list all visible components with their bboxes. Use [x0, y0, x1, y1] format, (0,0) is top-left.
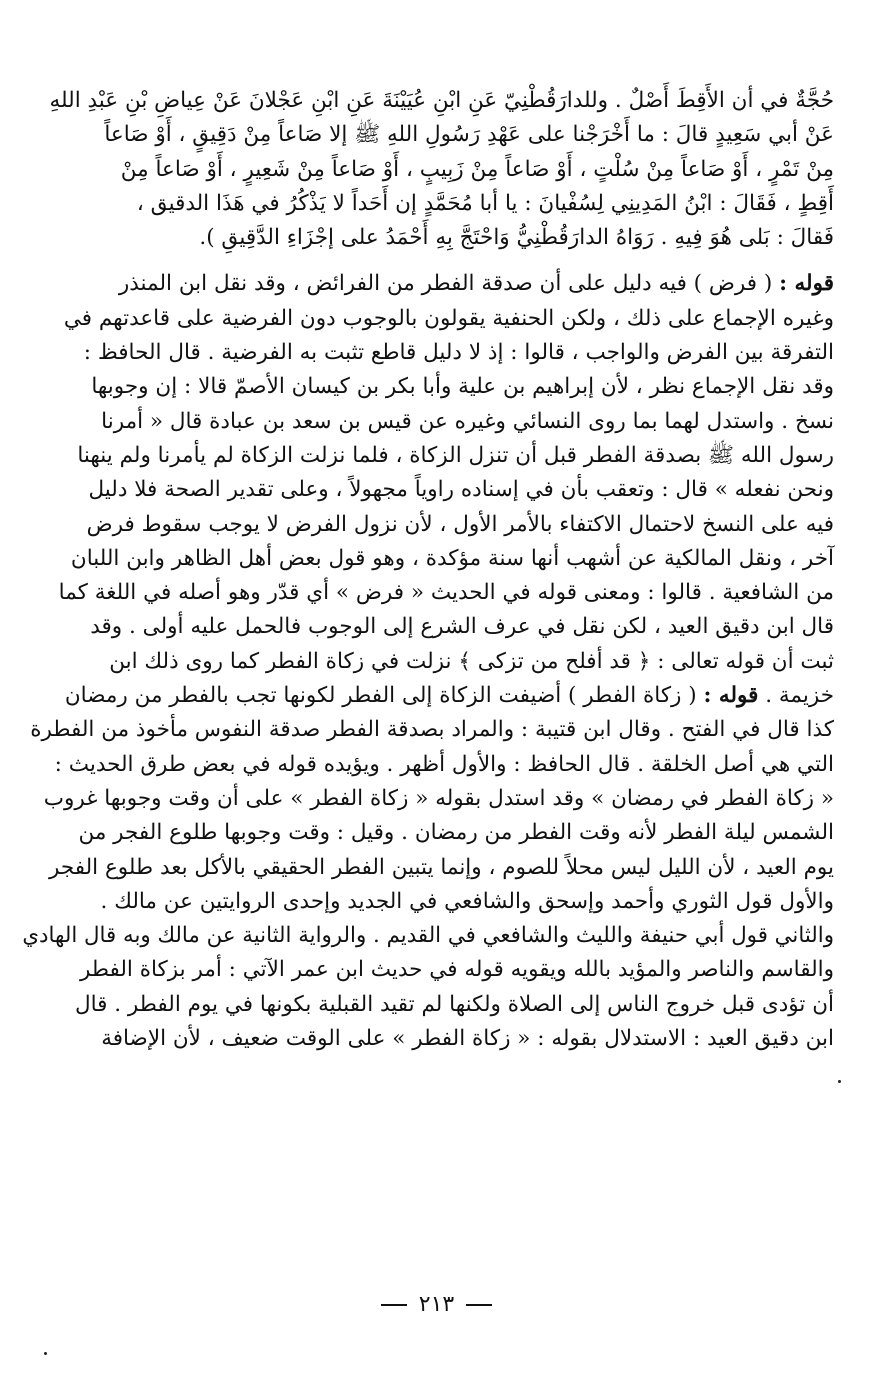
text-run: ( فرض ) فيه دليل على أن صدقة الفطر من الفرائض ، وقد نقل ابن المنذر [118, 271, 780, 297]
text-line: وغيره الإجماع على ذلك ، ولكن الحنفية يقولون بالوجوب دون الفرضية على قاعدتهم في [63, 305, 834, 331]
text-line: والثاني قول أبي حنيفة والليث والشافعي في القديم . والرواية الثانية عن مالك وبه قال الهادي [22, 923, 834, 949]
text-line: ونحن نفعله » قال : وتعقب بأن في إسناده راوياً مجهولاً ، وعلى تقدير الصحة فلا دليل [88, 477, 834, 503]
text-run: ( زكاة الفطر ) أضيفت الزكاة إلى الفطر لكونها تجب بالفطر من رمضان [64, 683, 704, 709]
text-line: نسخ . واستدل لهما بما روى النسائي وغيره عن قيس بن سعد بن عبادة قال « أمرنا [101, 408, 834, 434]
text-line: ابن دقيق العيد : الاستدلال بقوله : « زكاة الفطر » على الوقت ضعيف ، لأن الإضافة [101, 1026, 834, 1052]
hadith-quote-block [22, 84, 834, 255]
commentary-label: قوله : [779, 271, 834, 297]
text-line: « زكاة الفطر في رمضان » وقد استدل بقوله « زكاة الفطر » على أن وقت وجوبها غروب [43, 785, 834, 811]
page-number-dash [381, 1304, 407, 1306]
text-line: أَقِطٍ ، فَقَالَ : ابْنُ المَدِينِي لِسُفْيانَ : يا أبا مُحَمَّدٍ إن أَحَداً لا يَذْكُرُ في هَذَا الدقيق ، [136, 190, 834, 216]
text-line: فيه على النسخ لاحتمال الاكتفاء بالأمر الأول ، لأن نزول الفرض لا يوجب سقوط فرض [86, 511, 834, 537]
text-line [22, 679, 834, 713]
text-line [22, 267, 834, 301]
text-line: الشمس ليلة الفطر لأنه وقت الفطر من رمضان . وقيل : وقت وجوبها طلوع الفجر من [78, 820, 834, 846]
text-line: عَنْ أبي سَعِيدٍ قالَ : ما أَخْرَجْنا على عَهْدِ رَسُولِ اللهِ ﷺ إلا صَاعاً مِنْ دَقِيقٍ ، أَوْ صَاعاً [104, 122, 834, 148]
commentary-label: قوله : [703, 683, 759, 709]
text-line: التفرقة بين الفرض والواجب ، قالوا : إذ لا دليل قاطع تثبت به الفرضية . قال الحافظ : [83, 340, 834, 366]
text-line: حُجَّةٌ في أن الأَقِطَ أَصْلٌ . وللدارَقُطْنِيّ عَنِ ابْنِ عُيَيْنَةَ عَنِ ابْنِ عَجْلانَ عَنْ عِياضِ بْنِ عَبْدِ اللهِ [49, 88, 834, 113]
page-number: ٢١٣ [418, 1292, 455, 1317]
text-line: والأول قول الثوري وأحمد وإسحق والشافعي في الجديد وإحدى الروايتين عن مالك . [100, 888, 834, 914]
text-line: من الشافعية . قالوا : ومعنى قوله في الحديث « فرض » أي قدّر وهو أصله في اللغة كما [58, 580, 834, 606]
text-line: والقاسم والناصر والمؤيد بالله ويقويه قوله في حديث ابن عمر الآتي : أمر بزكاة الفطر [79, 957, 834, 983]
text-line: وقد نقل الإجماع نظر ، لأن إبراهيم بن علية وأبا بكر بن كيسان الأصمّ قالا : إن وجوبها [91, 374, 834, 400]
commentary-block [22, 267, 834, 1056]
page-number-dash [466, 1304, 492, 1306]
text-line: كذا قال في الفتح . وقال ابن قتيبة : والمراد بصدقة الفطر صدقة النفوس مأخوذ من الفطرة [30, 717, 834, 743]
text-line: آخر ، ونقل المالكية عن أشهب أنها سنة مؤكدة ، وهو قول بعض أهل الظاهر وابن اللبان [70, 545, 834, 571]
text-line: رسول الله ﷺ بصدقة الفطر قبل أن تنزل الزكاة ، فلما نزلت الزكاة لم يأمرنا ولم ينهنا [77, 442, 834, 468]
text-line: قال ابن دقيق العيد ، لكن نقل في عرف الشرع إلى الوجوب فالحمل عليه أولى . وقد [90, 614, 834, 640]
text-line: مِنْ تَمْرٍ ، أَوْ صَاعاً مِنْ سُلْتٍ ، أَوْ صَاعاً مِنْ زَبِيبٍ ، أَوْ صَاعاً مِنْ شَعِيرٍ ، أَوْ صَاعاً مِنْ [120, 156, 834, 182]
scan-speck [838, 1080, 841, 1083]
text-run: خزيمة . [758, 683, 834, 709]
text-line: ثبت أن قوله تعالى : ﴿ قد أفلح من تزكى ﴾ نزلت في زكاة الفطر كما روى ذلك ابن [109, 648, 834, 674]
text-line: أن تؤدى قبل خروج الناس إلى الصلاة ولكنها لم تقيد القبلية بكونها في يوم الفطر . قال [74, 991, 834, 1017]
page-number-footer [0, 1292, 873, 1317]
scan-speck [44, 1352, 47, 1355]
body-text [22, 84, 834, 1056]
text-line: يوم العيد ، لأن الليل ليس محلاً للصوم ، وإنما يتبين الفطر الحقيقي بالأكل بعد طلوع الفجر [48, 854, 834, 880]
text-line: فَقالَ : بَلى هُوَ فِيهِ . رَوَاهُ الدارَقُطْنِيُّ وَاحْتَجَّ بِهِ أَحْمَدُ على إجْزَاءِ الدَّقِيقِ ). [199, 225, 834, 251]
text-line: التي هي أصل الخلقة . قال الحافظ : والأول أظهر . ويؤيده قوله في بعض طرق الحديث : [54, 751, 834, 777]
